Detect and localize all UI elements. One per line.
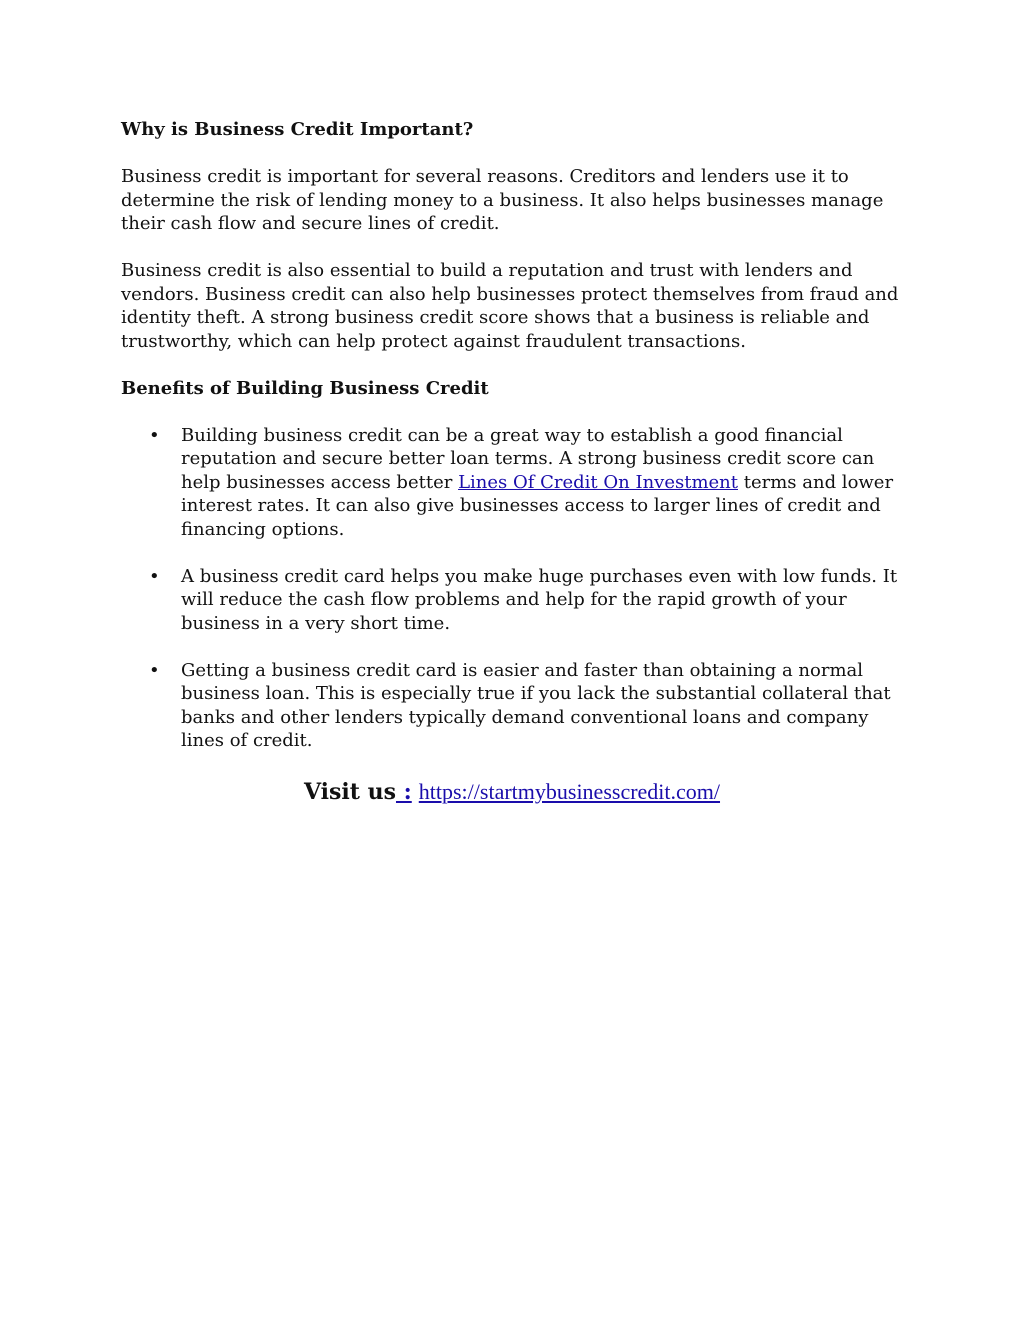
bullet-icon: •: [149, 565, 160, 587]
list-item: [121, 659, 911, 753]
list-item: [121, 424, 911, 542]
paragraph-2: Business credit is also essential to build a reputation and trust with lenders and vendors. Business credit can also help businesses protect themselves from fraud and identity theft. A strong business credit score shows that a business is reliable and trustworthy, which can help protect against fraudulent transactions.: [121, 260, 899, 352]
document-body: [121, 118, 911, 776]
lines-of-credit-link[interactable]: Lines Of Credit On Investment: [458, 471, 738, 493]
section-heading-importance: Why is Business Credit Important?: [121, 119, 474, 140]
section-heading-benefits: Benefits of Building Business Credit: [121, 377, 489, 399]
visit-us-line: [0, 778, 1024, 807]
list-item-text: Getting a business credit card is easier and faster than obtaining a normal business loan. This is especially true if you lack the substantial collateral that banks and other lenders typically demand conventional loans and company lines of credit.: [181, 659, 891, 751]
visit-us-colon: :: [395, 779, 412, 805]
list-item: [121, 565, 911, 636]
bullet-icon: •: [149, 424, 160, 446]
paragraph-1: Business credit is important for several reasons. Creditors and lenders use it to determine the risk of lending money to a business. It also helps businesses manage their cash flow and secure lines of credit.: [121, 166, 884, 234]
list-item-text: A business credit card helps you make huge purchases even with low funds. It will reduce the cash flow problems and help for the rapid growth of your business in a very short time.: [181, 565, 898, 634]
bullet-icon: •: [149, 659, 160, 681]
website-link[interactable]: https://startmybusinesscredit.com/: [418, 779, 721, 804]
list-item-text-start: Building business credit can be a great way to establish a good financial reputation and secure better loan terms. A strong business credit score can help businesses access better: [181, 424, 875, 493]
list-item-text-end: terms and lower interest rates. It can also give businesses access to larger lines of credit and financing options.: [181, 471, 894, 540]
visit-us-label: Visit us: [303, 779, 396, 805]
benefits-list: [121, 424, 911, 753]
